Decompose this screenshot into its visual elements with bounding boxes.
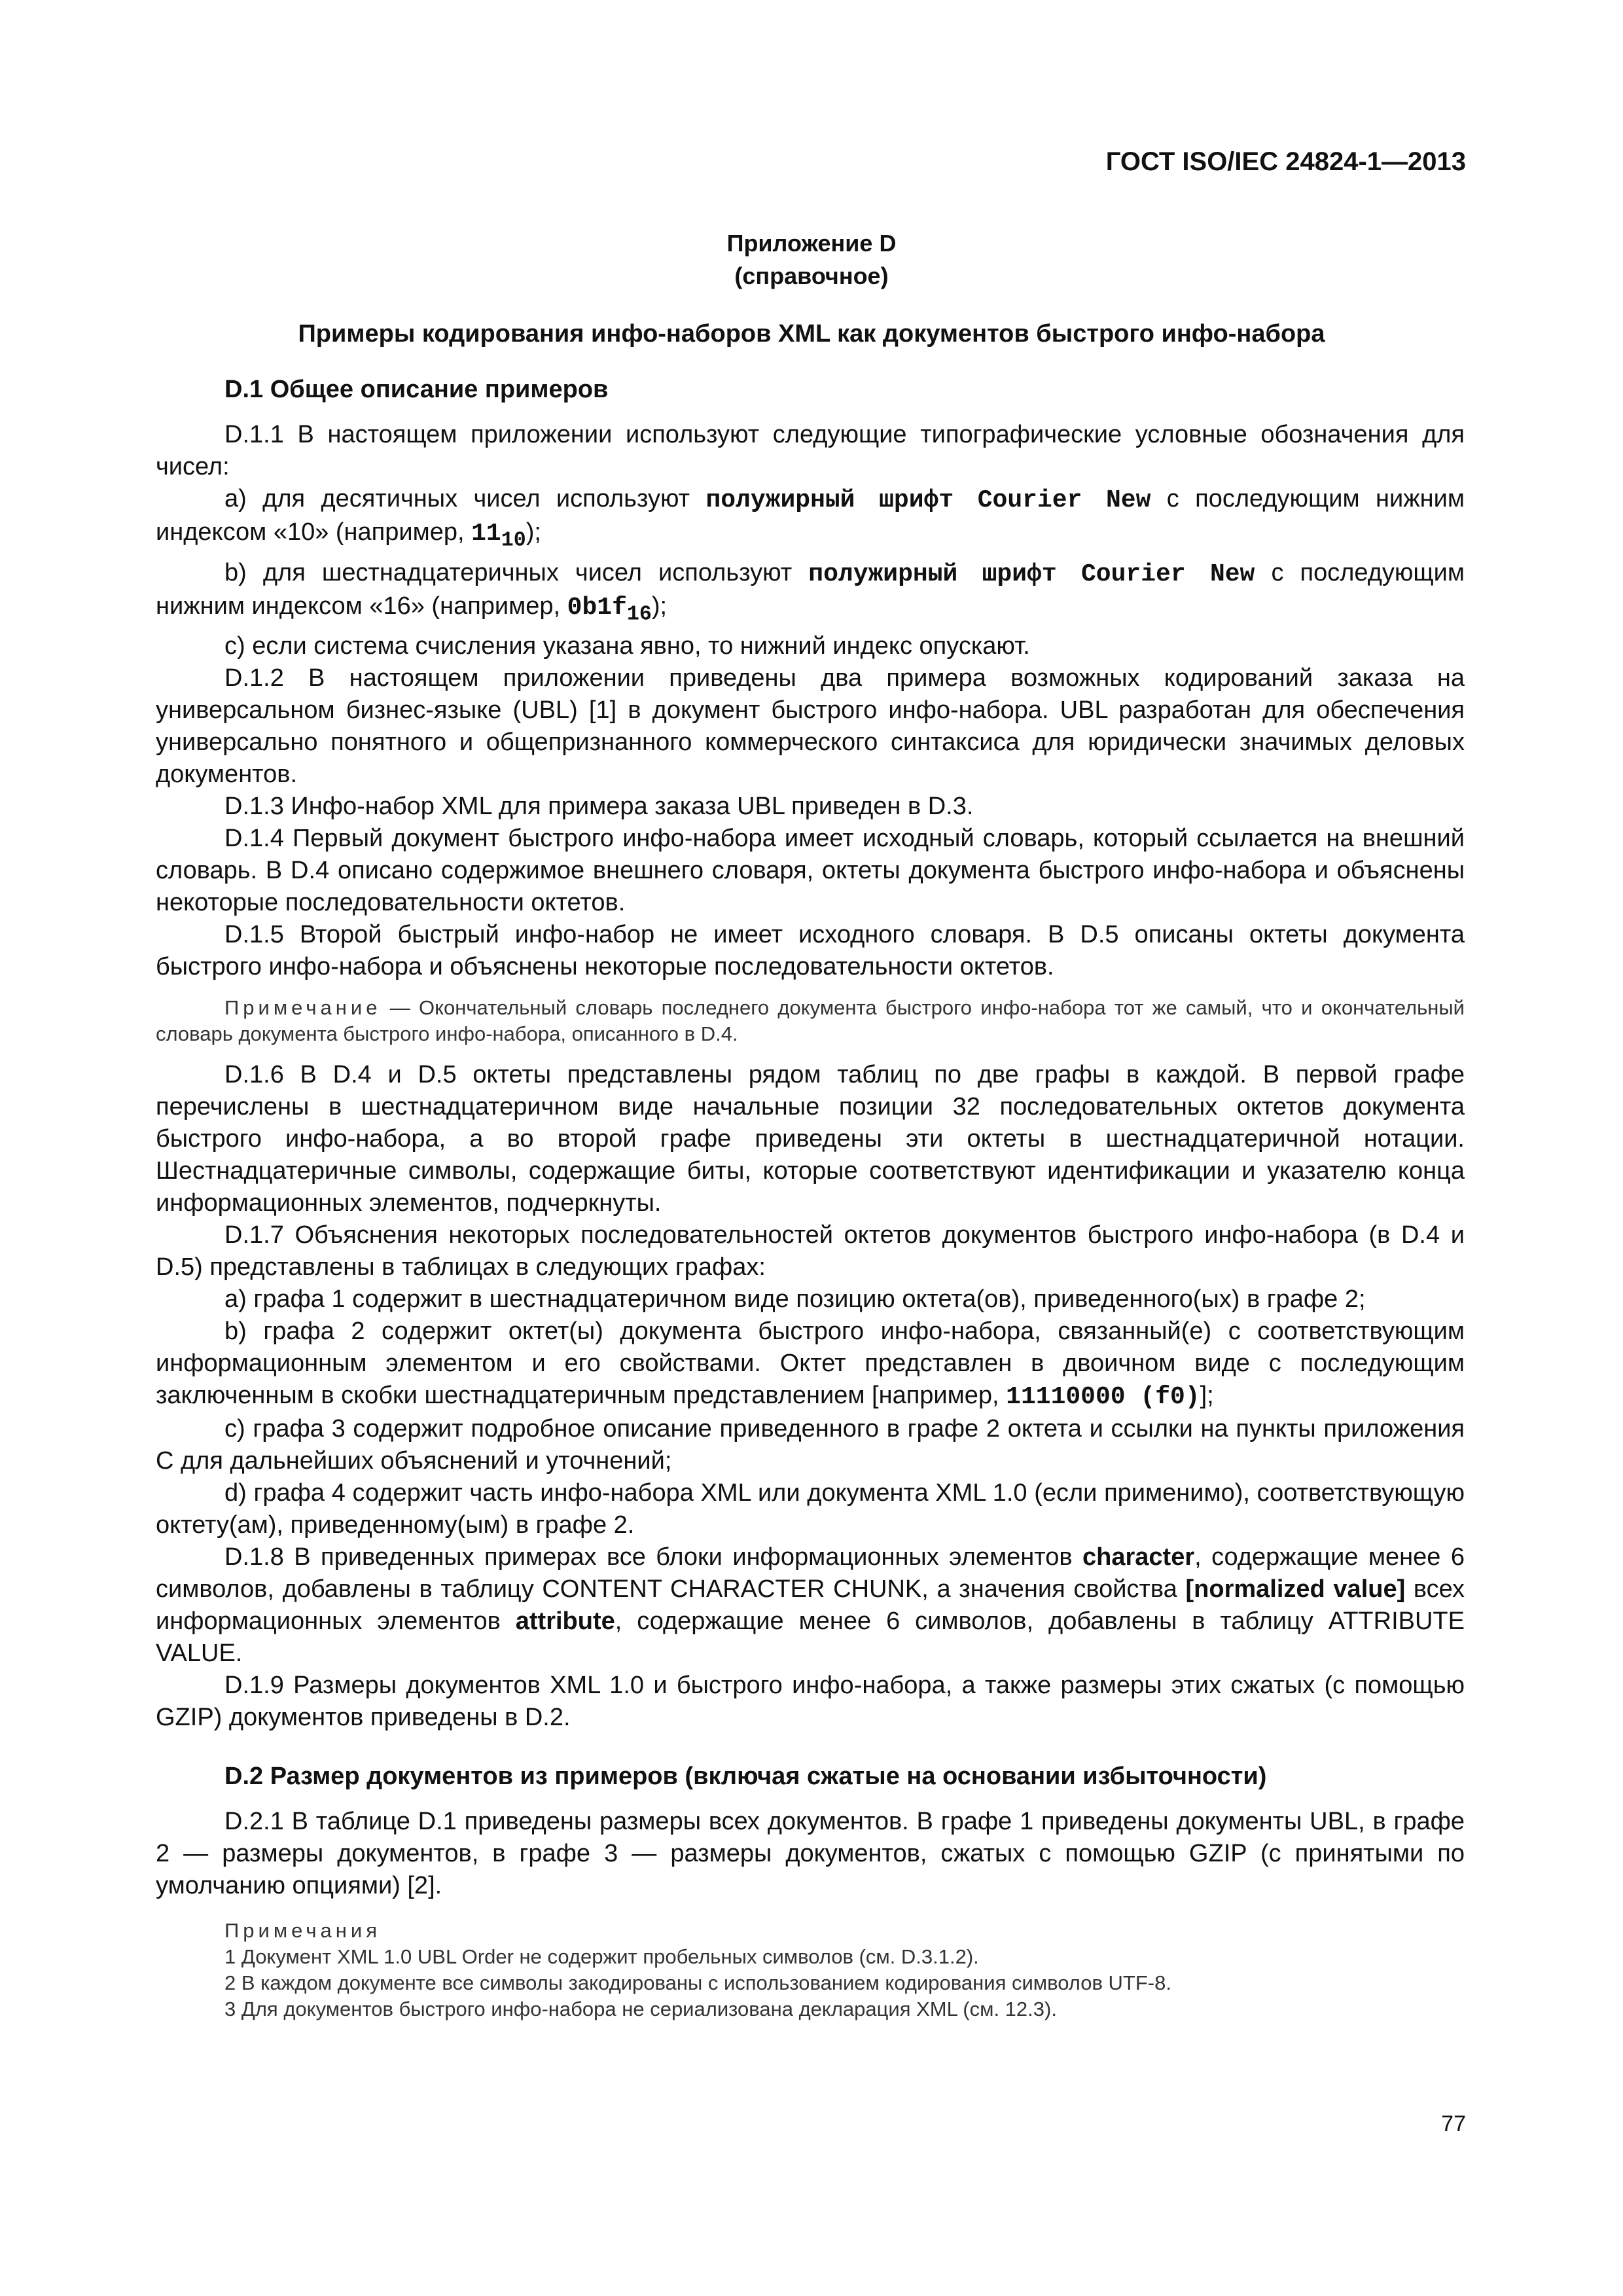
standard-header: ГОСТ ISO/IEC 24824-1—2013 [1105,147,1466,176]
annex-heading [0,227,1623,293]
section-heading-d2: D.2 Размер документов из примеров (включая сжатые на основании избыточности) [224,1763,1267,1791]
paragraph-d119: D.1.9 Размеры документов XML 1.0 и быстрого инфо-набора, а также размеры этих сжатых (с помощью GZIP) документов приведены в D.2. [156,1672,1465,1732]
note: Примечание — Окончательный словарь последнего документа быстрого инфо-набора тот же самый, что и окончательный словарь документа быстрого инфо-набора, описанного в D.4. [156,996,1465,1046]
annex-label: Приложение D [726,230,897,257]
list-item-a: a) для десятичных чисел используют полужирный шрифт Courier New с последующим нижним индексом «10» (например, $11_{10}$); [156,485,1465,552]
paragraph-d113: D.1.3 Инфо-набор XML для примера заказа UBL приведен в D.3. [224,793,974,821]
section-heading-d1: D.1 Общее описание примеров [224,376,609,403]
paragraph-d117: D.1.7 Объяснения некоторых последовательностей октетов документов быстрого инфо-набора (в D.4 и D.5) представлены в таблицах в следующих графах: [156,1221,1465,1282]
note-item: 1 Документ XML 1.0 UBL Order не содержит пробельных символов (см. D.3.1.2). [224,1945,979,1969]
page-number: 77 [1441,2111,1466,2136]
paragraph-d221: D.2.1 В таблице D.1 приведены размеры всех документов. В графе 1 приведены документы UBL, в графе 2 — размеры документов, в графе 3 — размеры документов, сжатых с помощью GZIP (с принятыми по умолчанию опциями) [2]. [156,1808,1465,1900]
body-text [156,373,1465,2022]
list-item-d117a: a) графа 1 содержит в шестнадцатеричном виде позицию октета(ов), приведенного(ых) в графе 2; [224,1285,1366,1314]
list-item-d117b: b) графа 2 содержит октет(ы) документа быстрого инфо-набора, связанный(е) с соответствующим информационным элементом и его свойствами. Октет представлен в двоичном виде с последующим заключенным в скобки шестнадцатеричным представлением [например, 11110000 (f0)]; [156,1318,1465,1412]
note-item: 2 В каждом документе все символы закодированы с использованием кодирования символов UTF-8. [224,1971,1171,1995]
paragraph-d116: D.1.6 В D.4 и D.5 октеты представлены рядом таблиц по две графы в каждой. В первой графе перечислены в шестнадцатеричном виде начальные позиции 32 последовательных октетов документа быстрого инфо-набора, а во второй графе приведены эти октеты в шестнадцатеричной нотации. Шестнадцатеричные символы, содержащие биты, которые соответствуют идентификации и указателю конца информационных элементов, подчеркнуты. [156,1061,1465,1217]
list-item-c: c) если система счисления указана явно, то нижний индекс опускают. [224,632,1030,660]
annex-type: (справочное) [734,262,889,289]
paragraph-d112: D.1.2 В настоящем приложении приведены два примера возможных кодирований заказа на универсальном бизнес-языке (UBL) [1] в документ быстрого инфо-набора. UBL разработан для обеспечения универсально понятного и общепризнанного коммерческого синтаксиса для юридически значимых деловых документов. [156,664,1465,789]
paragraph-d115: D.1.5 Второй быстрый инфо-набор не имеет исходного словаря. В D.5 описаны октеты документа быстрого инфо-набора и объяснены некоторые последовательности октетов. [156,921,1465,981]
note-item: 3 Для документов быстрого инфо-набора не сериализована декларация XML (см. 12.3). [224,1998,1057,2021]
annex-title: Примеры кодирования инфо-наборов XML как документов быстрого инфо-набора [298,320,1325,348]
paragraph-d118: D.1.8 В приведенных примерах все блоки информационных элементов character, содержащие менее 6 символов, добавлены в таблицу CONTENT CHARACTER CHUNK, а значения свойства [normalized value] всех информационных элементов attribute, содержащие менее 6 символов, добавлены в таблицу ATTRIBUTE VALUE. [156,1543,1465,1668]
list-item-b: b) для шестнадцатеричных чисел используют полужирный шрифт Courier New с последующим нижним индексом «16» (например, $0b1f_{16}$); [156,558,1465,626]
paragraph-d111: D.1.1 В настоящем приложении используют следующие типографические условные обозначения для чисел: [156,421,1465,480]
notes-title: Примечания [224,1919,381,1943]
list-item-d117c: c) графа 3 содержит подробное описание приведенного в графе 2 октета и ссылки на пункты приложения С для дальнейших объяснений и уточнений; [156,1415,1465,1475]
paragraph-d114: D.1.4 Первый документ быстрого инфо-набора имеет исходный словарь, который ссылается на внешний словарь. В D.4 описано содержимое внешнего словаря, октеты документа быстрого инфо-набора и объяснены некоторые последовательности октетов. [156,825,1465,917]
list-item-d117d: d) графа 4 содержит часть инфо-набора XML или документа XML 1.0 (если применимо), соответствующую октету(ам), приведенному(ым) в графе 2. [156,1479,1465,1539]
